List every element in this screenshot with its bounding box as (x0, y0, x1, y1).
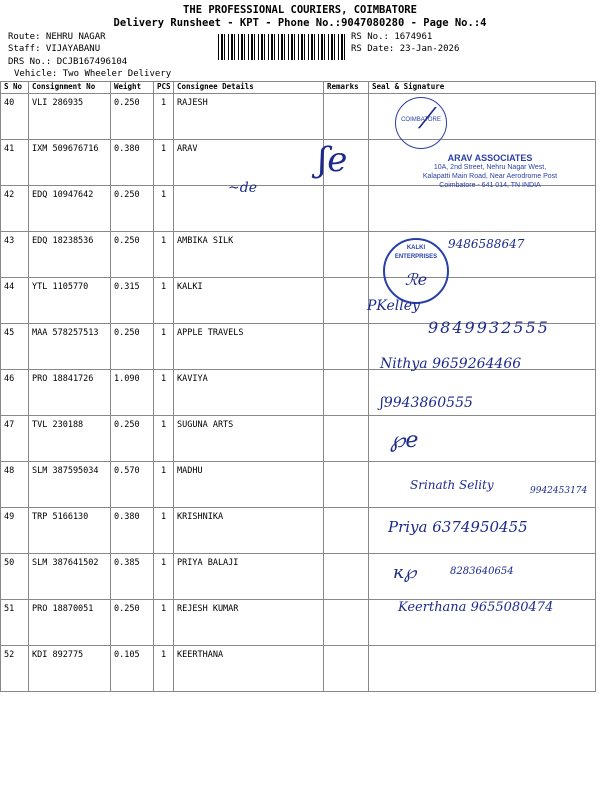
consignment-cell: IXM 509676716 (29, 140, 111, 186)
table-row (1, 186, 596, 232)
pcs-cell: 1 (154, 140, 174, 186)
remarks-cell (324, 508, 369, 554)
consignment-cell: SLM 387641502 (29, 554, 111, 600)
consignment-cell: MAA 578257513 (29, 324, 111, 370)
handwritten-phone-row51: 8283640654 (450, 566, 514, 577)
pcs-cell: 1 (154, 232, 174, 278)
barcode (218, 34, 348, 60)
sno-cell: 46 (1, 370, 29, 416)
weight-cell: 0.250 (111, 416, 154, 462)
consignment-cell: PRO 18841726 (29, 370, 111, 416)
col-header-signature: Seal & Signature (369, 82, 596, 94)
handwritten-name-row45: PKelley (367, 298, 420, 314)
handwritten-phone-row44: 9486588647 (448, 237, 525, 251)
pcs-cell: 1 (154, 600, 174, 646)
table-row (1, 646, 596, 692)
weight-cell: 0.250 (111, 232, 154, 278)
weight-cell: 0.250 (111, 324, 154, 370)
table-row (1, 462, 596, 508)
col-header-remarks: Remarks (324, 82, 369, 94)
table-row (1, 416, 596, 462)
col-header-consignee: Consignee Details (174, 82, 324, 94)
weight-cell: 0.315 (111, 278, 154, 324)
pcs-cell: 1 (154, 94, 174, 140)
col-header-pcs: PCS (154, 82, 174, 94)
remarks-cell (324, 278, 369, 324)
consignment-cell: VLI 286935 (29, 94, 111, 140)
table-row (1, 278, 596, 324)
consignee-cell: REJESH KUMAR (174, 600, 324, 646)
weight-cell: 0.380 (111, 140, 154, 186)
remarks-cell (324, 94, 369, 140)
sno-cell: 47 (1, 416, 29, 462)
pcs-cell: 1 (154, 324, 174, 370)
col-header-sno: S No (1, 82, 29, 94)
handwritten-row47: ʃ9943860555 (380, 395, 473, 411)
handwritten-row46: Nithya 9659264466 (380, 356, 522, 372)
consignment-cell: TRP 5166130 (29, 508, 111, 554)
sno-cell: 50 (1, 554, 29, 600)
pcs-cell: 1 (154, 646, 174, 692)
remarks-cell (324, 462, 369, 508)
signature-cell (369, 186, 596, 232)
consignee-cell: MADHU (174, 462, 324, 508)
consignee-cell: KRISHNIKA (174, 508, 324, 554)
arav-round-seal: COIMBATORE (395, 97, 447, 149)
rs-number: RS No.: 1674961 (351, 32, 433, 42)
staff-label: Staff: VIJAYABANU (8, 44, 101, 54)
consignee-cell: APPLE TRAVELS (174, 324, 324, 370)
consignee-cell: SUGUNA ARTS (174, 416, 324, 462)
sno-cell: 44 (1, 278, 29, 324)
table-header-row (1, 82, 596, 94)
col-header-consignment: Consignment No (29, 82, 111, 94)
sno-cell: 45 (1, 324, 29, 370)
weight-cell: 1.090 (111, 370, 154, 416)
consignee-cell: AMBIKA SILK (174, 232, 324, 278)
sno-cell: 49 (1, 508, 29, 554)
sno-cell: 51 (1, 600, 29, 646)
handwritten-row52: Keerthana 9655080474 (398, 600, 554, 615)
sno-cell: 40 (1, 94, 29, 140)
signature-row48: ℘e (390, 428, 419, 453)
consignment-cell: SLM 387595034 (29, 462, 111, 508)
signature-row40: ⁄ (425, 102, 430, 135)
handwritten-phone-row45: 9849932555 (428, 318, 550, 337)
runsheet-subtitle: Delivery Runsheet - KPT - Phone No.:9047080280 - Page No.:4 (113, 17, 487, 29)
signature-row51: ĸ℘ (393, 562, 417, 583)
pcs-cell: 1 (154, 462, 174, 508)
consignment-cell: PRO 18870051 (29, 600, 111, 646)
signature-row41: ʃe (318, 140, 348, 180)
consignment-cell: EDQ 10947642 (29, 186, 111, 232)
consignment-cell: TVL 230188 (29, 416, 111, 462)
weight-cell: 0.385 (111, 554, 154, 600)
weight-cell: 0.570 (111, 462, 154, 508)
weight-cell: 0.250 (111, 94, 154, 140)
remarks-cell (324, 370, 369, 416)
weight-cell: 0.250 (111, 186, 154, 232)
pcs-cell: 1 (154, 186, 174, 232)
vehicle-label: Vehicle: Two Wheeler Delivery (14, 69, 172, 79)
remarks-cell (324, 416, 369, 462)
sno-cell: 52 (1, 646, 29, 692)
consignee-cell: KAVIYA (174, 370, 324, 416)
rs-date: RS Date: 23-Jan-2026 (351, 44, 460, 54)
weight-cell: 0.380 (111, 508, 154, 554)
weight-cell: 0.105 (111, 646, 154, 692)
consignment-cell: YTL 1105770 (29, 278, 111, 324)
handwritten-name-row49: Srinath Selity (410, 478, 494, 492)
pcs-cell: 1 (154, 554, 174, 600)
remarks-cell (324, 646, 369, 692)
remarks-cell (324, 232, 369, 278)
weight-cell: 0.250 (111, 600, 154, 646)
pcs-cell: 1 (154, 370, 174, 416)
remarks-cell (324, 600, 369, 646)
sno-cell: 41 (1, 140, 29, 186)
kalki-seal: KALKI ENTERPRISES ℛe (383, 238, 449, 304)
remarks-cell (324, 186, 369, 232)
signature-row42: ~de (228, 180, 257, 196)
table-row (1, 94, 596, 140)
consignment-cell: EDQ 18238536 (29, 232, 111, 278)
drs-number: DRS No.: DCJB167496104 (8, 57, 128, 67)
remarks-cell (324, 554, 369, 600)
col-header-weight: Weight (111, 82, 154, 94)
sno-cell: 42 (1, 186, 29, 232)
consignment-cell: KDI 892775 (29, 646, 111, 692)
consignee-cell: KEERTHANA (174, 646, 324, 692)
handwritten-row50: Priya 6374950455 (388, 518, 528, 536)
consignee-cell: RAJESH (174, 94, 324, 140)
table-row (1, 370, 596, 416)
arav-address-stamp: ARAV ASSOCIATES 10A, 2nd Street, Nehru Nagar West, Kalapatti Main Road, Near Aerodrome Post Coimbatore - 641 014, TN INDIA (422, 153, 558, 189)
consignee-cell: ARAV (174, 140, 324, 186)
remarks-cell (324, 324, 369, 370)
pcs-cell: 1 (154, 278, 174, 324)
signature-cell (369, 646, 596, 692)
consignee-cell: KALKI (174, 278, 324, 324)
sno-cell: 48 (1, 462, 29, 508)
consignee-cell: PRIYA BALAJI (174, 554, 324, 600)
pcs-cell: 1 (154, 508, 174, 554)
sno-cell: 43 (1, 232, 29, 278)
route-label: Route: NEHRU NAGAR (8, 32, 106, 42)
company-title: THE PROFESSIONAL COURIERS, COIMBATORE (183, 4, 417, 16)
handwritten-phone-row49: 9942453174 (530, 486, 588, 496)
pcs-cell: 1 (154, 416, 174, 462)
